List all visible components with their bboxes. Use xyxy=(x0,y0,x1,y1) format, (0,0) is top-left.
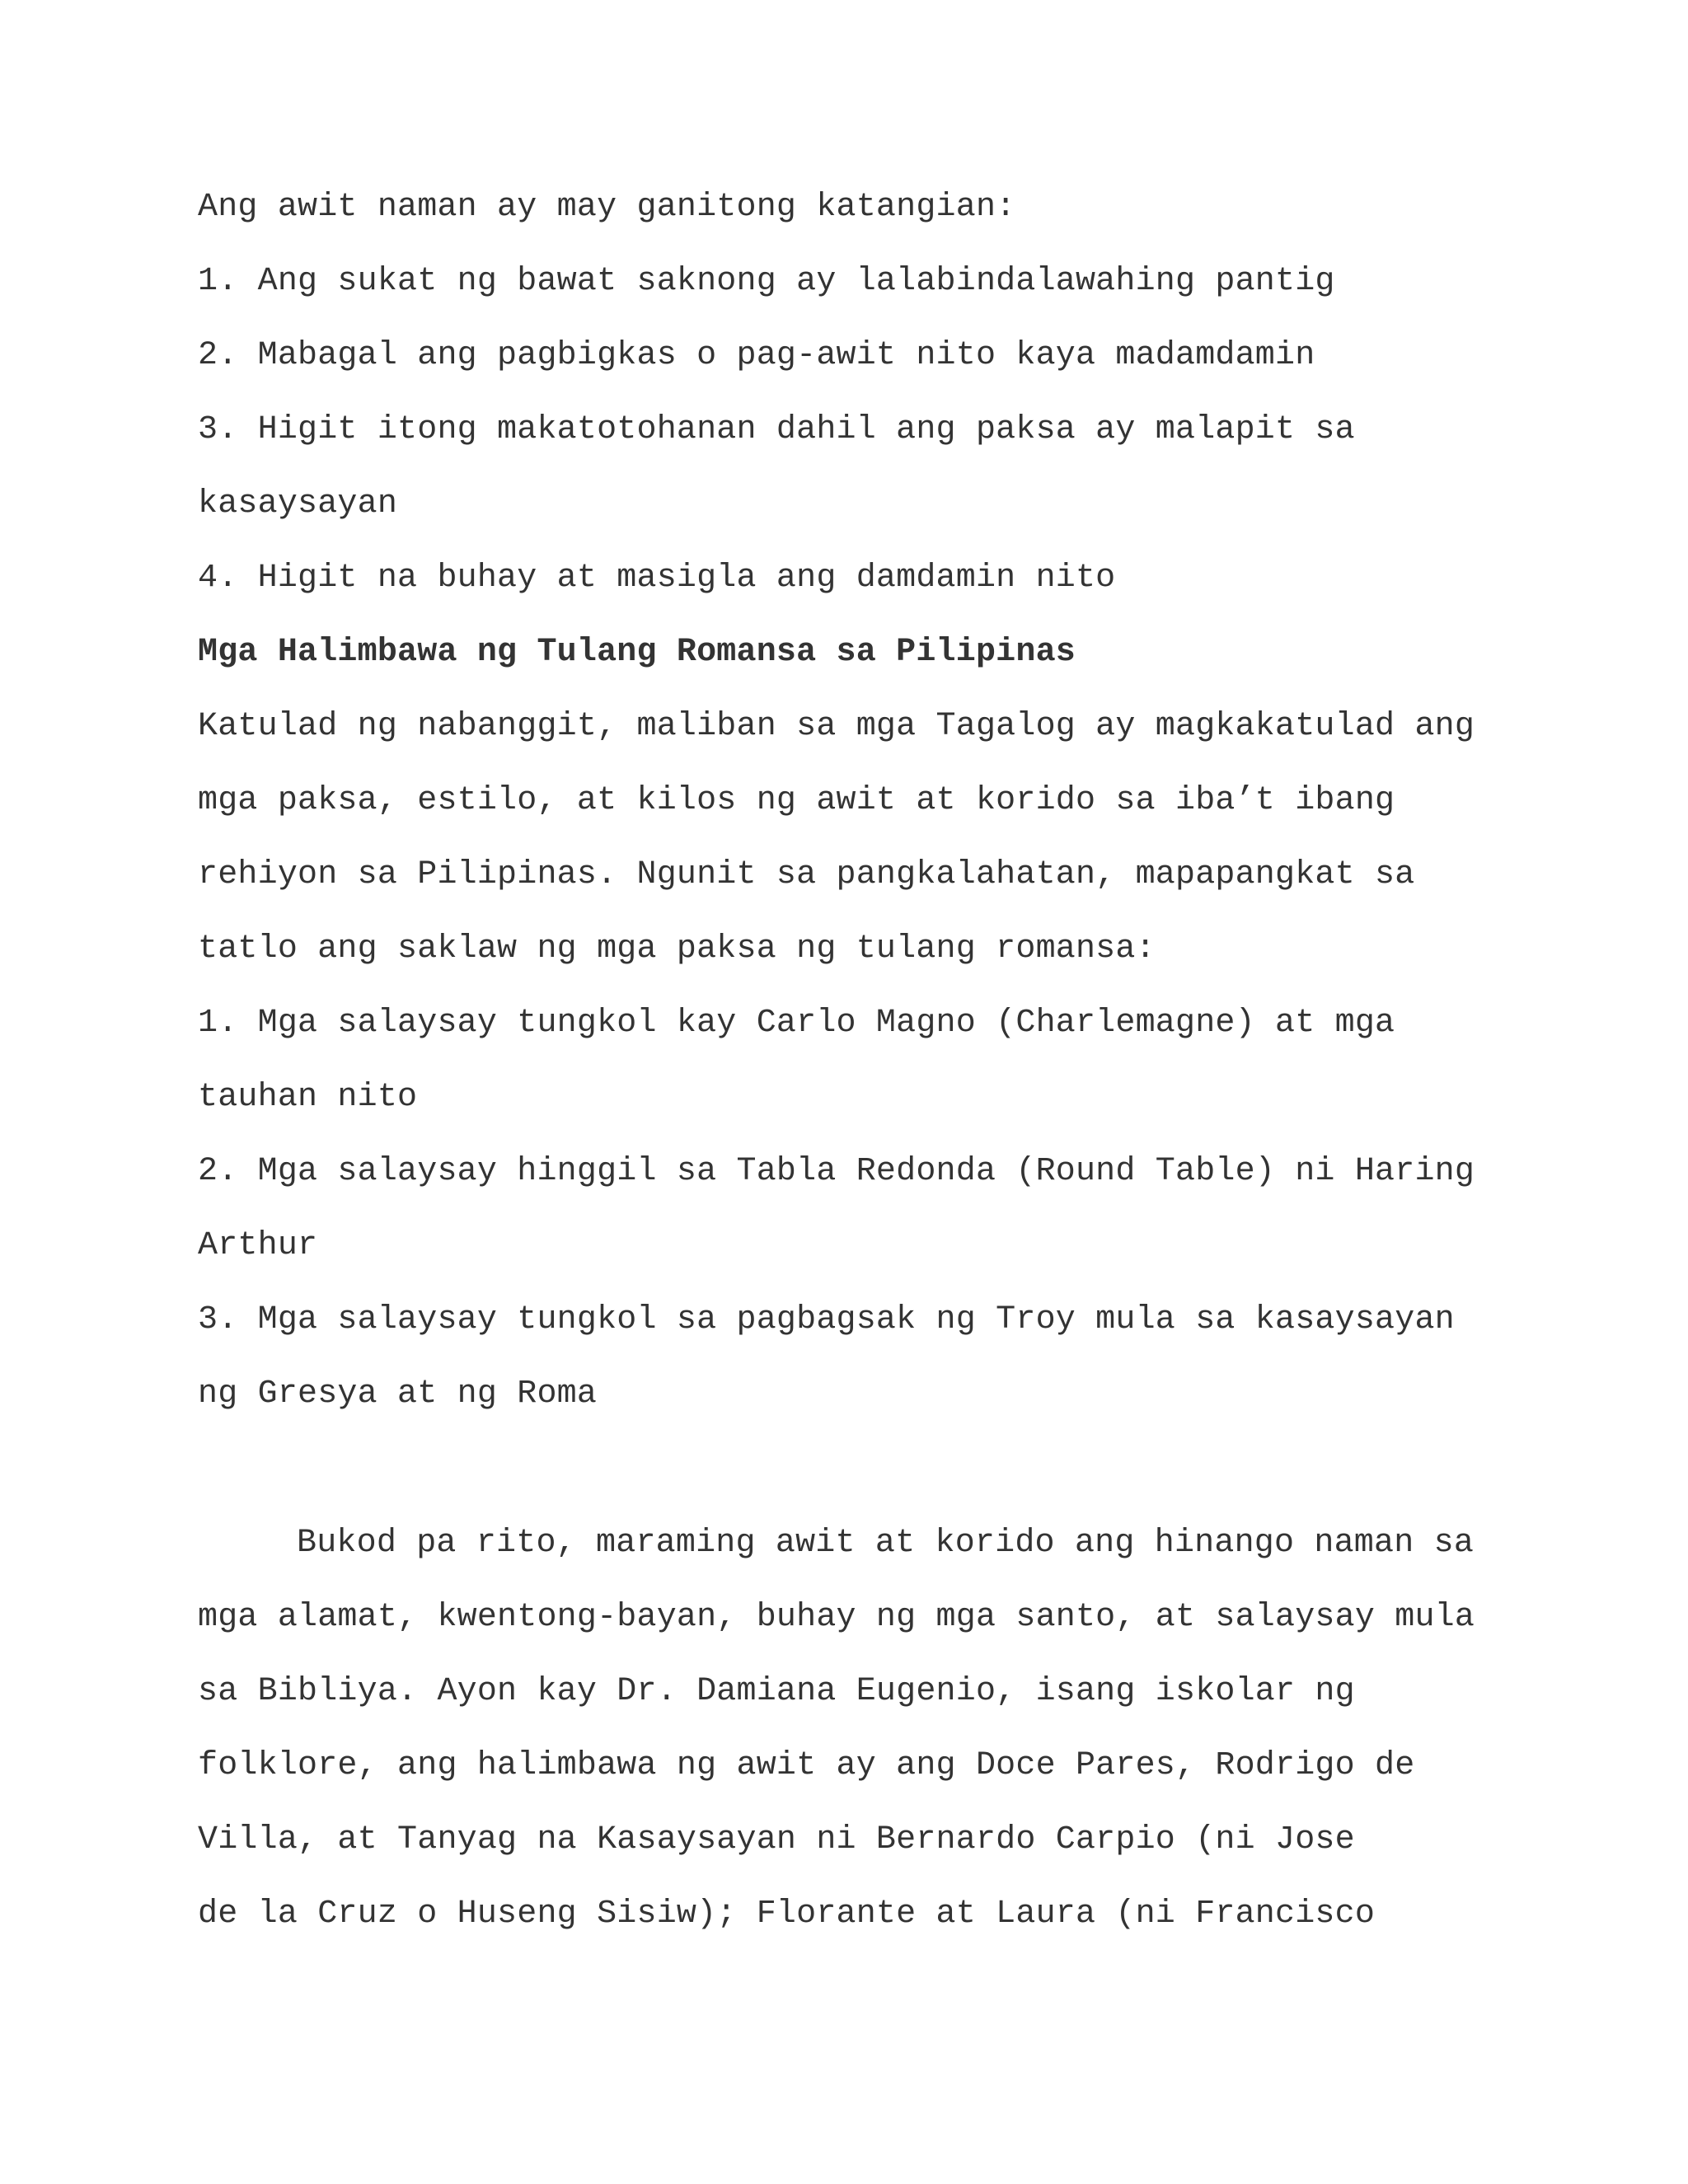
trait-item-2: 2. Mabagal ang pagbigkas o pag-awit nito kaya madamdamin xyxy=(198,337,1315,374)
topic-item-3-continued: ng Gresya at ng Roma xyxy=(198,1376,598,1413)
paragraph-first-line: Bukod pa rito, maraming awit at korido ang hinango naman sa xyxy=(297,1525,1475,1562)
section-heading: Mga Halimbawa ng Tulang Romansa sa Pilipinas xyxy=(198,634,1076,671)
paragraph-line: rehiyon sa Pilipinas. Ngunit sa pangkalahatan, mapapangkat sa xyxy=(198,856,1415,893)
topic-item-2-continued: Arthur xyxy=(198,1227,318,1264)
paragraph-line: de la Cruz o Huseng Sisiw); Florante at Laura (ni Francisco xyxy=(198,1896,1376,1933)
paragraph-line: mga paksa, estilo, at kilos ng awit at korido sa iba’t ibang xyxy=(198,782,1395,819)
topic-item-1: 1. Mga salaysay tungkol kay Carlo Magno (Charlemagne) at mga xyxy=(198,1005,1395,1042)
intro-text: Ang awit naman ay may ganitong katangian: xyxy=(198,189,1016,226)
topic-item-1-continued: tauhan nito xyxy=(198,1079,418,1116)
paragraph-line: mga alamat, kwentong-bayan, buhay ng mga santo, at salaysay mula xyxy=(198,1599,1475,1636)
paragraph-line: tatlo ang saklaw ng mga paksa ng tulang romansa: xyxy=(198,930,1156,968)
paragraph-line: Katulad ng nabanggit, maliban sa mga Tagalog ay magkakatulad ang xyxy=(198,708,1475,745)
paragraph-line: Villa, at Tanyag na Kasaysayan ni Bernardo Carpio (ni Jose xyxy=(198,1821,1355,1858)
paragraph-line: sa Bibliya. Ayon kay Dr. Damiana Eugenio, isang iskolar ng xyxy=(198,1673,1355,1710)
trait-item-3-continued: kasaysayan xyxy=(198,485,398,523)
topic-item-2: 2. Mga salaysay hinggil sa Tabla Redonda (Round Table) ni Haring xyxy=(198,1153,1475,1190)
topic-item-3: 3. Mga salaysay tungkol sa pagbagsak ng Troy mula sa kasaysayan xyxy=(198,1301,1455,1338)
paragraph-line: folklore, ang halimbawa ng awit ay ang Doce Pares, Rodrigo de xyxy=(198,1747,1415,1784)
trait-item-1: 1. Ang sukat ng bawat saknong ay lalabindalawahing pantig xyxy=(198,263,1335,300)
trait-item-3: 3. Higit itong makatotohanan dahil ang paksa ay malapit sa xyxy=(198,411,1355,448)
trait-item-4: 4. Higit na buhay at masigla ang damdamin nito xyxy=(198,560,1116,597)
